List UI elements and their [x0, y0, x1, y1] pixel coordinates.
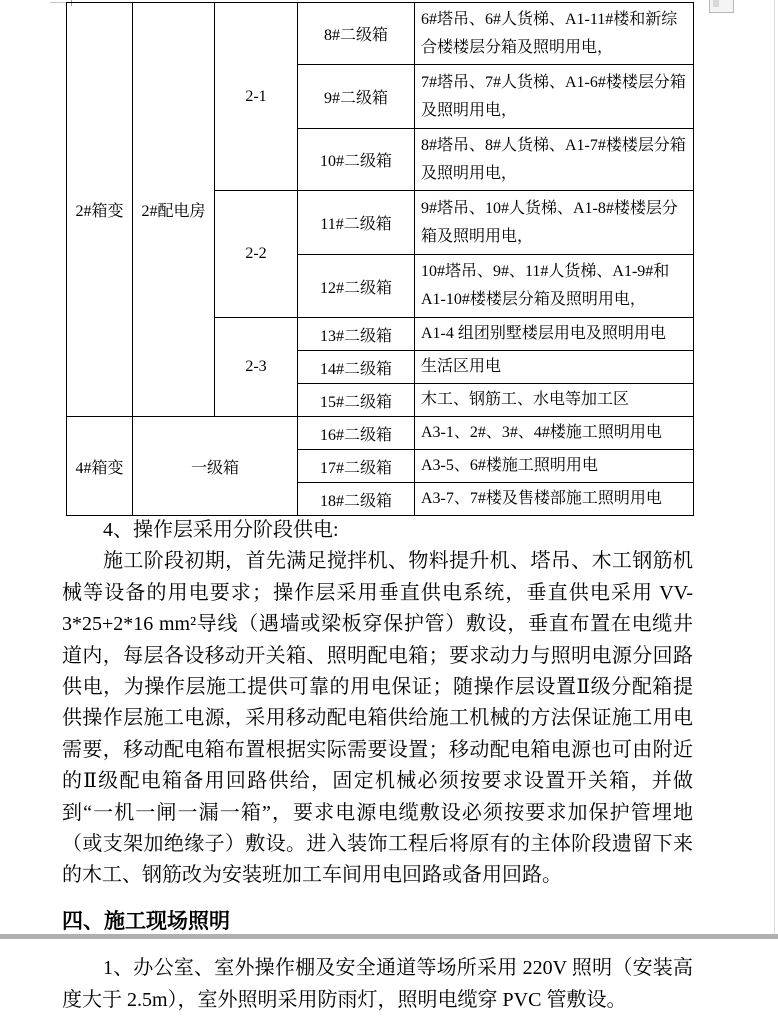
section-item-4: 4、操作层采用分阶段供电: — [103, 519, 339, 541]
cell-box-name: 14#二级箱 — [298, 351, 415, 384]
cell-box-desc: 生活区用电 — [415, 351, 694, 384]
cell-transformer-4: 4#箱变 — [67, 417, 133, 516]
power-supply-paragraph: 施工阶段初期，首先满足搅拌机、物料提升机、塔吊、木工钢筋机械等设备的用电要求；操作层采用垂直供电系统，垂直供电采用 VV-3*25+2*16 mm²导线（遇墙或梁板穿保护管）敷设，垂直布置在电缆井道内，每层各设移动开关箱、照明配电箱；要求动力与照明电源分回路供电，为操作层施工提供可靠的用电保证；随操作层设置Ⅱ级分配箱提供操作层施工电源，采用移动配电箱供给施工机械的方法保证施工用电需要，移动配电箱布置根据实际需要设置；移动配电箱电源也可由附近的Ⅱ级配电箱备用回路供给，固定机械必须按要求设置开关箱，并做到“一机一闸一漏一箱”，要求电源电缆敷设必须按要求加保护管埋地（或支架加绝缘子）敷设。进入装饰工程后将原有的主体阶段遗留下来的木工、钢筋改为安装班加工车间用电回路或备用回路。 — [62, 550, 693, 887]
window-bottom-edge — [0, 934, 778, 939]
cell-box-name: 10#二级箱 — [298, 129, 415, 191]
document-body — [62, 515, 693, 1016]
cell-box-desc: A3-5、6#楼施工照明用电 — [415, 450, 694, 483]
cell-box-name: 17#二级箱 — [298, 450, 415, 483]
cell-box-desc: 10#塔吊、9#、11#人货梯、A1-9#和A1-10#楼楼层分箱及照明用电， — [415, 255, 694, 318]
cell-box-desc: A3-1、2#、3#、4#楼施工照明用电 — [415, 417, 694, 450]
lighting-paragraph: 1、办公室、室外操作棚及安全通道等场所采用 220V 照明（安装高度大于 2.5m），室外照明采用防雨灯，照明电缆穿 PVC 管敷设。 — [62, 957, 693, 1011]
cell-box-desc: A1-4 组团别墅楼层用电及照明用电 — [415, 318, 694, 351]
table-row — [67, 3, 694, 65]
cell-box-name: 12#二级箱 — [298, 255, 415, 318]
cell-transformer-2: 2#箱变 — [67, 3, 133, 417]
cell-primary-box: 一级箱 — [133, 417, 298, 516]
cell-box-name: 15#二级箱 — [298, 384, 415, 417]
table-row — [67, 417, 694, 450]
cell-dist-room-2: 2#配电房 — [133, 3, 215, 417]
power-distribution-table — [66, 2, 694, 516]
cell-box-name: 18#二级箱 — [298, 483, 415, 516]
section-heading-lighting: 四、施工现场照明 — [62, 909, 230, 933]
cell-circuit-2-2: 2-2 — [215, 191, 298, 318]
cell-box-desc: 9#塔吊、10#人货梯、A1-8#楼楼层分箱及照明用电， — [415, 191, 694, 255]
cell-box-name: 11#二级箱 — [298, 191, 415, 255]
cell-box-desc: 7#塔吊、7#人货梯、A1-6#楼楼层分箱及照明用电， — [415, 65, 694, 129]
cell-box-desc: 8#塔吊、8#人货梯、A1-7#楼楼层分箱及照明用电， — [415, 129, 694, 191]
scrollbar-corner-thumb[interactable] — [713, 0, 719, 7]
cell-box-desc: 6#塔吊、6#人货梯、A1-11#楼和新综合楼楼层分箱及照明用电， — [415, 3, 694, 65]
cell-box-desc: 木工、钢筋工、水电等加工区 — [415, 384, 694, 417]
cell-circuit-2-1: 2-1 — [215, 3, 298, 191]
cell-circuit-2-3: 2-3 — [215, 318, 298, 417]
cell-box-name: 9#二级箱 — [298, 65, 415, 129]
cell-box-desc: A3-7、7#楼及售楼部施工照明用电 — [415, 483, 694, 516]
cell-box-name: 16#二级箱 — [298, 417, 415, 450]
cell-box-name: 8#二级箱 — [298, 3, 415, 65]
scrollbar-track[interactable] — [774, 0, 775, 934]
cell-box-name: 13#二级箱 — [298, 318, 415, 351]
